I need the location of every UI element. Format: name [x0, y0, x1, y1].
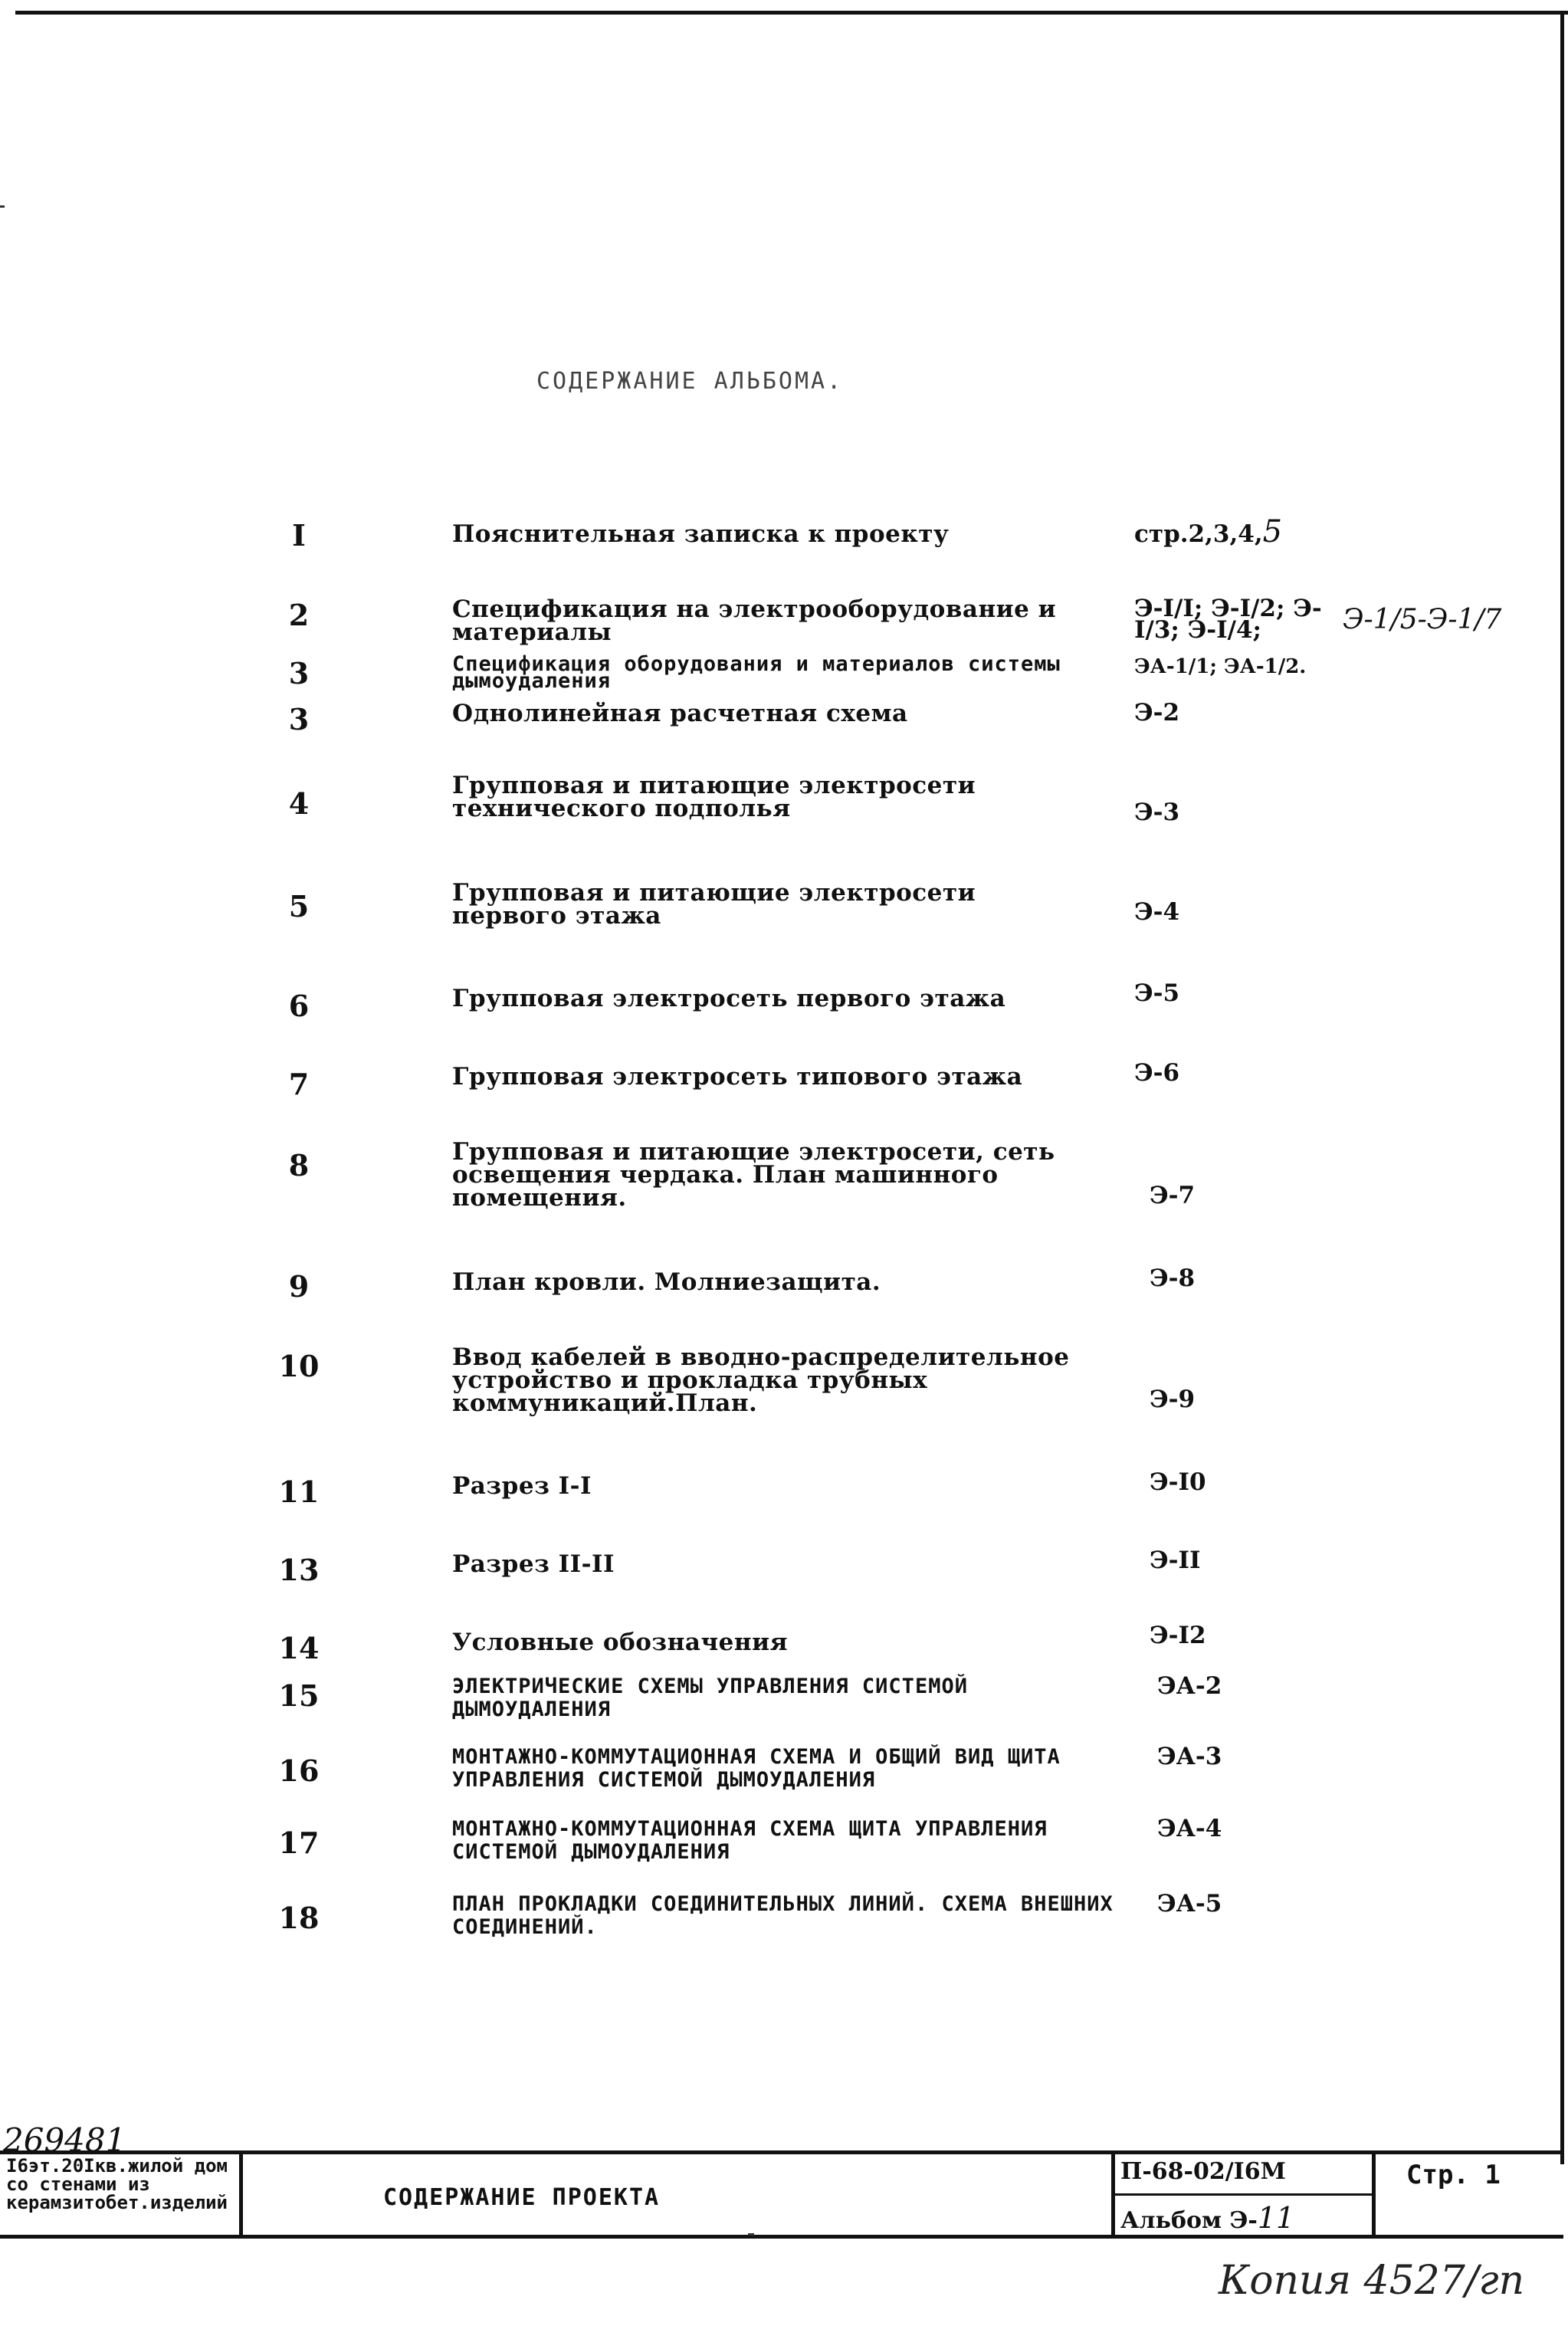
- item-description: Спецификация оборудования и материалов системы дымоудаления: [452, 652, 1061, 693]
- item-sheet: ЭА-5: [1157, 1890, 1222, 1917]
- frame-right-border: [1560, 11, 1564, 2164]
- inventory-number: 269481: [3, 2121, 126, 2159]
- frame-top-border: [15, 11, 1568, 15]
- item-sheet: Э-II: [1150, 1547, 1201, 1574]
- item-description: Разрез I-I: [452, 1472, 592, 1500]
- item-sheet: стр.2,3,4,5: [1134, 514, 1283, 549]
- item-number: 9: [288, 1269, 310, 1304]
- item-description: Групповая электросеть первого этажа: [452, 985, 1006, 1012]
- object-name: I6эт.20Iкв.жилой дом со стенами из керамзитобет.изделий: [6, 2155, 228, 2213]
- scan-speck: [748, 2233, 754, 2236]
- item-sheet: ЭА-2: [1157, 1672, 1222, 1700]
- item-description: МОНТАЖНО-КОММУТАЦИОННАЯ СХЕМА И ОБЩИЙ ВИД ЩИТА УПРАВЛЕНИЯ СИСТЕМОЙ ДЫМОУДАЛЕНИЯ: [452, 1745, 1061, 1792]
- item-description: Пояснительная записка к проекту: [452, 520, 950, 548]
- item-number: 15: [278, 1678, 320, 1713]
- item-description: План кровли. Молниезащита.: [452, 1268, 881, 1296]
- page-number: Стр. 1: [1406, 2160, 1501, 2190]
- item-number: 5: [288, 889, 310, 923]
- item-number: 10: [278, 1349, 320, 1383]
- item-description: Ввод кабелей в вводно-распределительное устройство и прокладка трубных коммуникаций.План.: [452, 1343, 1070, 1417]
- handwritten-addition: 5: [1262, 514, 1283, 549]
- item-sheet: Э-6: [1134, 1059, 1180, 1087]
- item-description: Разрез II-II: [452, 1550, 615, 1578]
- item-number: 18: [278, 1901, 320, 1935]
- item-sheet: ЭА-3: [1157, 1743, 1222, 1770]
- item-description: Однолинейная расчетная схема: [452, 700, 908, 727]
- item-number: 17: [278, 1826, 320, 1860]
- item-sheet: Э-I0: [1150, 1468, 1206, 1496]
- item-number: 2: [288, 598, 310, 632]
- item-sheet: Э-9: [1150, 1386, 1196, 1413]
- item-number: I: [292, 518, 306, 553]
- title-block-top-line: [0, 2150, 1563, 2154]
- item-number: 13: [278, 1553, 320, 1587]
- item-sheet: Э-3: [1134, 799, 1180, 826]
- item-sheet: Э-5: [1134, 979, 1180, 1007]
- item-description: Спецификация на электрооборудование и материалы: [452, 595, 1057, 646]
- item-sheet: Э-7: [1150, 1182, 1196, 1209]
- title-block-divider: [1372, 2150, 1376, 2238]
- item-description: ЭЛЕКТРИЧЕСКИЕ СХЕМЫ УПРАВЛЕНИЯ СИСТЕМОЙ ДЫМОУДАЛЕНИЯ: [452, 1675, 968, 1721]
- item-sheet: Э-I2: [1150, 1622, 1206, 1649]
- item-sheet: Э-8: [1150, 1265, 1196, 1292]
- item-number: 14: [278, 1631, 320, 1665]
- title-block-divider: [239, 2150, 243, 2238]
- item-number: 3: [288, 656, 310, 691]
- item-number: 3: [288, 702, 310, 736]
- item-sheet: Э-4: [1134, 898, 1180, 926]
- item-description: Групповая и питающие электросети, сеть освещения чердака. План машинного помещения.: [452, 1138, 1055, 1212]
- page-title: СОДЕРЖАНИЕ АЛЬБОМА.: [536, 368, 844, 395]
- item-number: 11: [278, 1475, 320, 1509]
- project-code: П-68-02/I6М: [1120, 2158, 1286, 2185]
- item-sheet: ЭА-1/1; ЭА-1/2.: [1134, 655, 1307, 678]
- handwritten-album-number: 11: [1257, 2201, 1295, 2235]
- sheet-title: СОДЕРЖАНИЕ ПРОЕКТА: [383, 2184, 661, 2211]
- item-number: 6: [288, 989, 310, 1023]
- item-number: 7: [288, 1067, 310, 1101]
- copy-note: Копия 4527/гп: [1219, 2258, 1525, 2304]
- title-block-divider: [1111, 2193, 1372, 2196]
- edge-mark: [0, 205, 5, 208]
- title-block-bottom-line: [0, 2235, 1563, 2239]
- item-number: 16: [278, 1753, 320, 1788]
- item-number: 4: [288, 786, 310, 821]
- item-description: Групповая и питающие электросети первого этажа: [452, 879, 976, 930]
- handwritten-addition: Э-1/5-Э-1/7: [1343, 604, 1502, 635]
- item-sheet: Э-2: [1134, 699, 1180, 727]
- album-label: Альбом Э-11: [1120, 2201, 1295, 2235]
- item-description: Групповая и питающие электросети технического подполья: [452, 772, 976, 822]
- item-description: Групповая электросеть типового этажа: [452, 1063, 1023, 1091]
- item-number: 8: [288, 1148, 310, 1183]
- item-description: МОНТАЖНО-КОММУТАЦИОННАЯ СХЕМА ЩИТА УПРАВЛЕНИЯ СИСТЕМОЙ ДЫМОУДАЛЕНИЯ: [452, 1817, 1048, 1864]
- item-description: ПЛАН ПРОКЛАДКИ СОЕДИНИТЕЛЬНЫХ ЛИНИЙ. СХЕМА ВНЕШНИХ СОЕДИНЕНИЙ.: [452, 1892, 1114, 1939]
- item-description: Условные обозначения: [452, 1629, 788, 1656]
- item-sheet: ЭА-4: [1157, 1815, 1222, 1842]
- item-sheet: Э-I/I; Э-I/2; Э-I/3; Э-I/4;: [1134, 595, 1322, 644]
